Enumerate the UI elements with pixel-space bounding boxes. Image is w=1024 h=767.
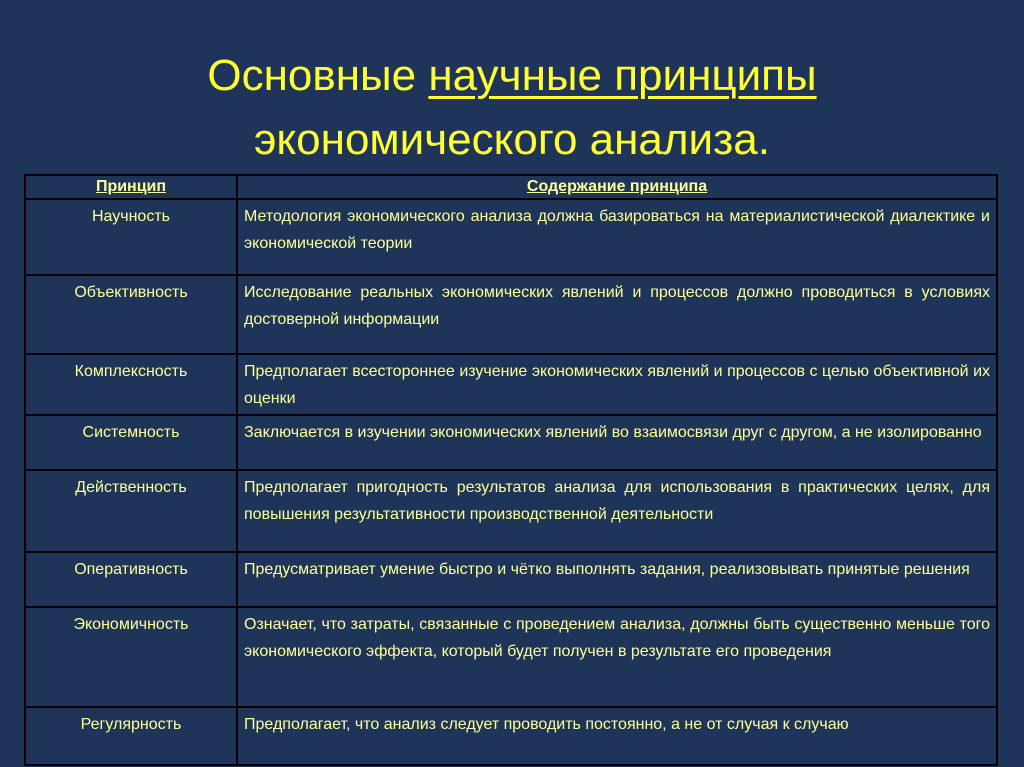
principle-name: Оперативность xyxy=(25,552,237,607)
title-line-2: экономического анализа. xyxy=(253,115,770,164)
principle-content: Предполагает всестороннее изучение экономических явлений и процессов с целью объективной их оценки xyxy=(237,354,997,415)
table-row xyxy=(25,607,997,707)
header-content: Содержание принципа xyxy=(237,175,997,199)
table-row xyxy=(25,354,997,415)
slide-title xyxy=(0,44,1024,172)
principle-name: Регулярность xyxy=(25,707,237,765)
table-row xyxy=(25,552,997,607)
table-header-row xyxy=(25,175,997,199)
principles-table xyxy=(24,174,998,766)
principle-name: Объективность xyxy=(25,275,237,354)
table-row xyxy=(25,415,997,470)
table-row xyxy=(25,199,997,275)
table-row xyxy=(25,707,997,765)
header-principle: Принцип xyxy=(25,175,237,199)
principle-content: Означает, что затраты, связанные с проведением анализа, должны быть существенно меньше того экономического эффекта, который будет получен в результате его проведения xyxy=(237,607,997,707)
table-row xyxy=(25,275,997,354)
title-line-1 xyxy=(0,44,1024,108)
principle-content: Методология экономического анализа должна базироваться на материалистической диалектике и экономической теории xyxy=(237,199,997,275)
principle-name: Действенность xyxy=(25,470,237,552)
principle-name: Экономичность xyxy=(25,607,237,707)
title-line-1-underlined: научные принципы xyxy=(428,51,817,100)
principle-name: Комплексность xyxy=(25,354,237,415)
principle-content: Предполагает пригодность результатов анализа для использования в практических целях, для повышения результативности производственной деятельности xyxy=(237,470,997,552)
title-line-1-plain: Основные xyxy=(207,51,429,100)
principle-name: Системность xyxy=(25,415,237,470)
table-row xyxy=(25,470,997,552)
principle-content: Предполагает, что анализ следует проводить постоянно, а не от случая к случаю xyxy=(237,707,997,765)
principle-content: Заключается в изучении экономических явлений во взаимосвязи друг с другом, а не изолированно xyxy=(237,415,997,470)
principle-content: Предусматривает умение быстро и чётко выполнять задания, реализовывать принятые решения xyxy=(237,552,997,607)
principle-name: Научность xyxy=(25,199,237,275)
principle-content: Исследование реальных экономических явлений и процессов должно проводиться в условиях достоверной информации xyxy=(237,275,997,354)
